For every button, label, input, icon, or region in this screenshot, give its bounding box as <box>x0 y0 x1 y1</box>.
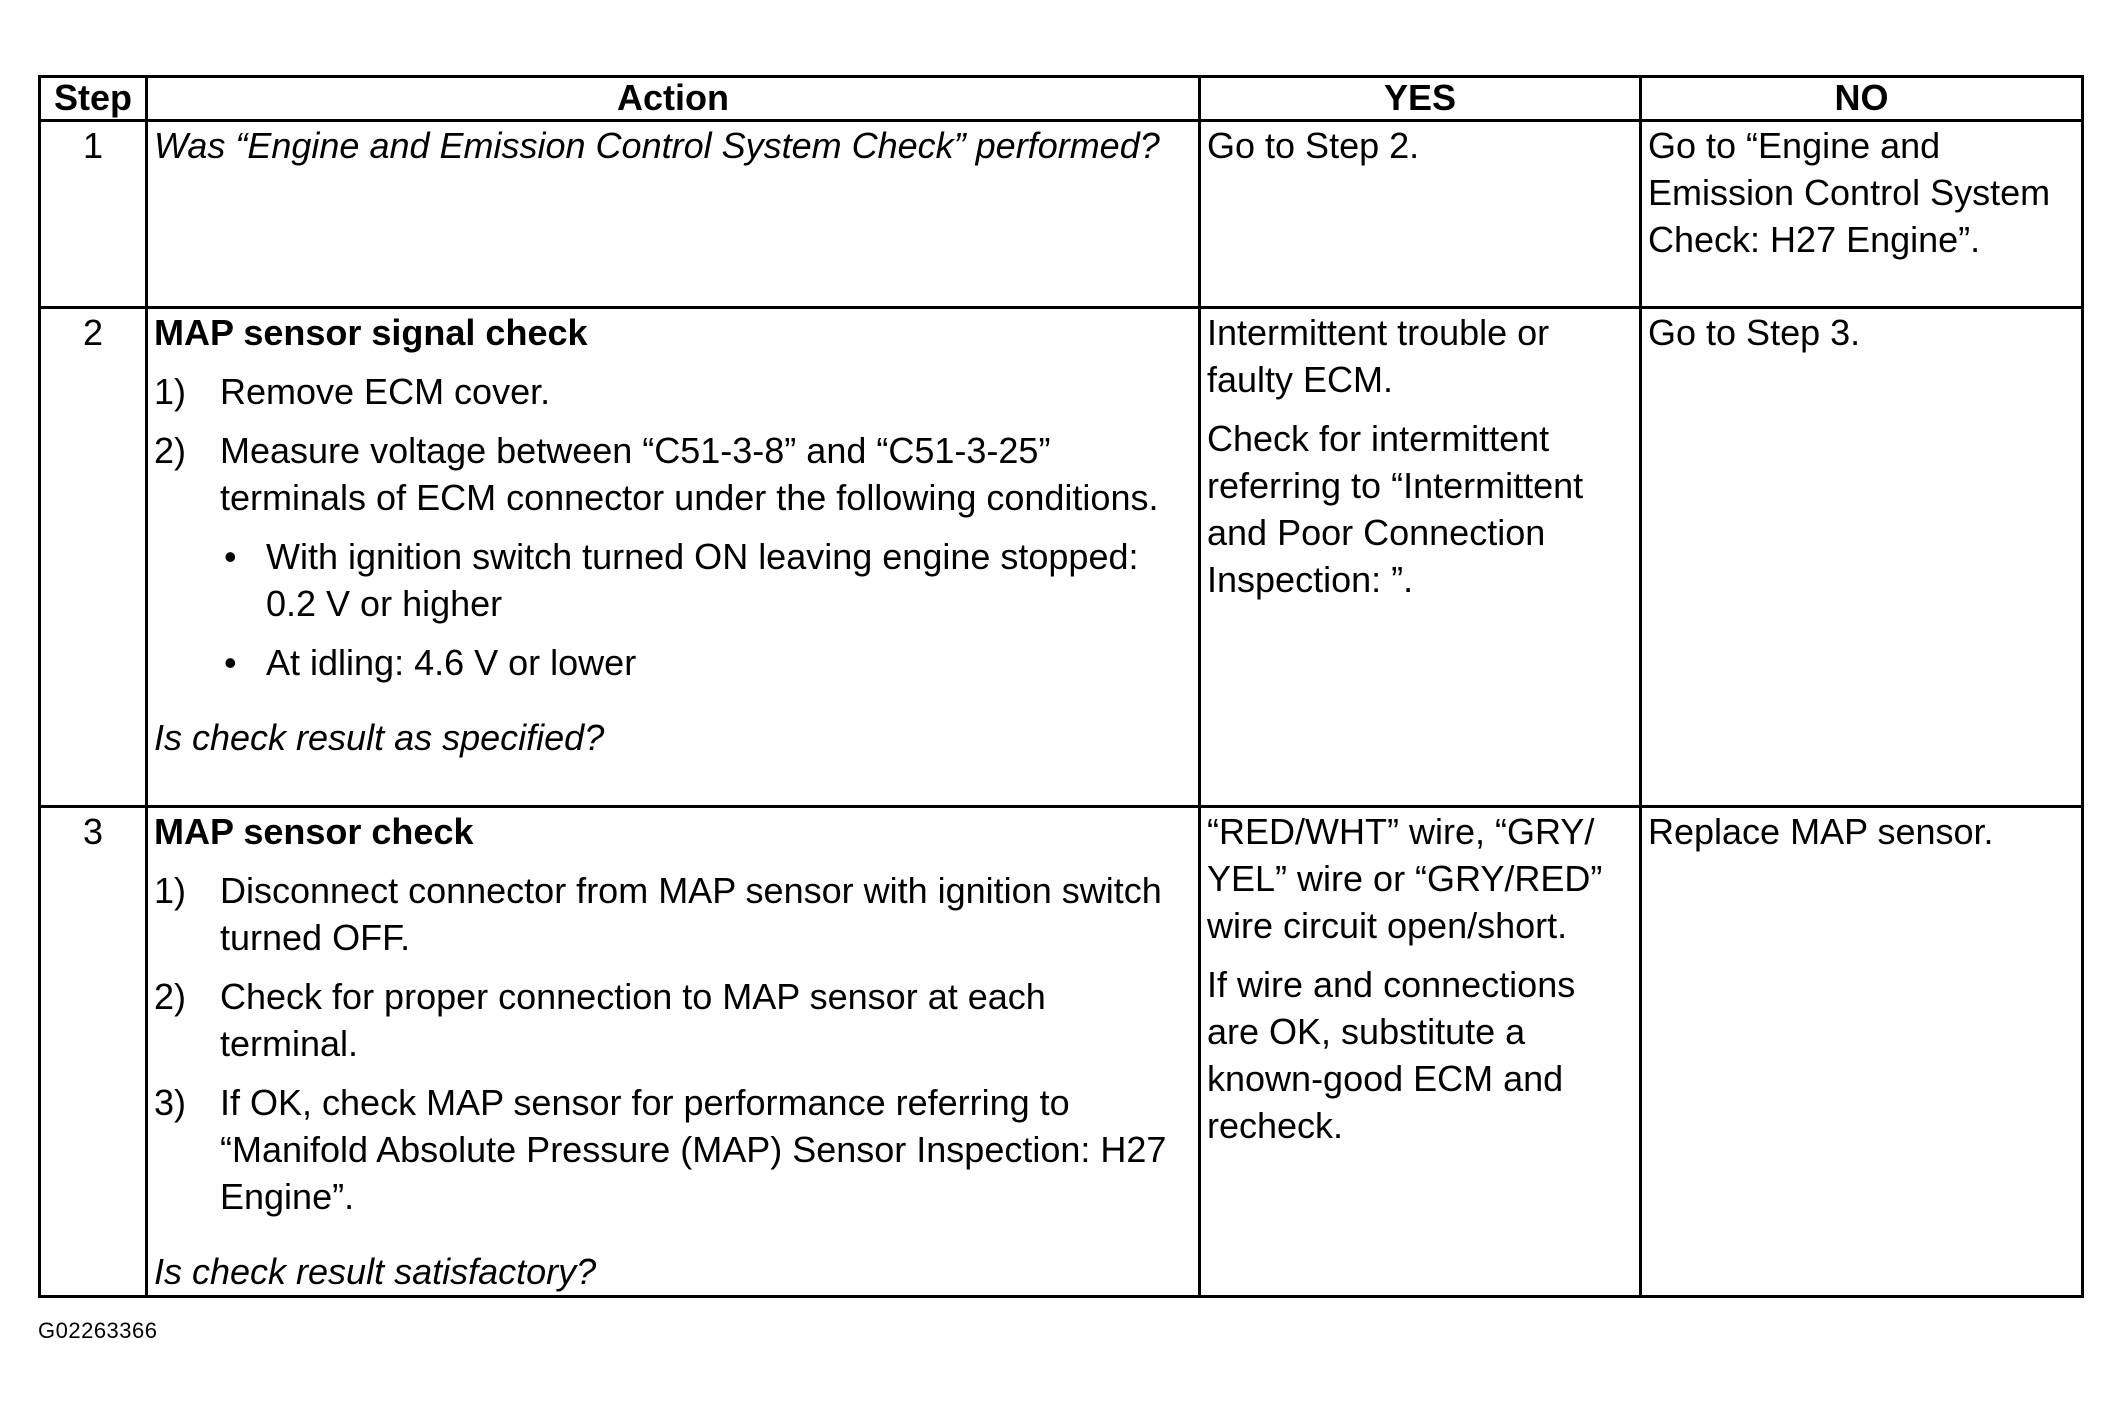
action-step-item <box>154 973 1192 1067</box>
header-no: NO <box>1641 77 2083 121</box>
header-yes: YES <box>1200 77 1641 121</box>
action-step-item <box>154 427 1192 521</box>
item-number: 2) <box>154 430 187 471</box>
table-row-step-2 <box>40 308 2083 807</box>
figure-id: G02263366 <box>38 1318 158 1343</box>
no-cell <box>1641 308 2083 807</box>
action-step-item <box>154 867 1192 961</box>
no-cell <box>1641 807 2083 1297</box>
header-action: Action <box>147 77 1200 121</box>
yes-text: Check for intermittent referring to “Intermittent and Poor Connection Inspection: ”. <box>1207 418 1584 600</box>
action-step-item <box>154 1079 1192 1220</box>
yes-cell <box>1200 807 1641 1297</box>
item-number: 3) <box>154 1082 187 1123</box>
bullet-icon: • <box>224 536 237 577</box>
action-question: Is check result as specified? <box>154 717 605 758</box>
condition-bullet <box>154 533 1192 627</box>
yes-text: Intermittent trouble or faulty ECM. <box>1207 312 1550 400</box>
yes-text: If wire and connections are OK, substitute a known-good ECM and recheck. <box>1207 964 1576 1146</box>
action-cell <box>147 308 1200 807</box>
action-title: MAP sensor signal check <box>154 312 588 353</box>
step-number: 1 <box>40 121 147 308</box>
item-number: 1) <box>154 371 187 412</box>
step-number: 2 <box>40 308 147 807</box>
no-text: Go to “Engine and Emission Control System Check: H27 Engine”. <box>1648 125 2051 260</box>
item-text: If OK, check MAP sensor for performance referring to “Manifold Absolute Pressure (MAP) Sensor Inspection: H27 Engine”. <box>220 1082 1167 1217</box>
item-text: Measure voltage between “C51-3-8” and “C51-3-25” terminals of ECM connector under the following conditions. <box>220 430 1159 518</box>
no-cell <box>1641 121 2083 308</box>
item-text: Remove ECM cover. <box>220 371 551 412</box>
action-step-item <box>154 368 1192 415</box>
no-text: Replace MAP sensor. <box>1648 811 1994 852</box>
header-step: Step <box>40 77 147 121</box>
action-title: MAP sensor check <box>154 811 474 852</box>
bullet-text: With ignition switch turned ON leaving engine stopped: 0.2 V or higher <box>266 536 1139 624</box>
yes-text: “RED/WHT” wire, “GRY/ YEL” wire or “GRY/RED” wire circuit open/short. <box>1207 811 1603 946</box>
item-number: 2) <box>154 976 187 1017</box>
yes-cell <box>1200 308 1641 807</box>
action-cell <box>147 807 1200 1297</box>
action-cell <box>147 121 1200 308</box>
table-row-step-3 <box>40 807 2083 1297</box>
action-question: Was “Engine and Emission Control System Check” performed? <box>154 125 1160 166</box>
table-row-step-1 <box>40 121 2083 308</box>
diagnostic-table <box>38 75 2084 1298</box>
bullet-text: At idling: 4.6 V or lower <box>266 642 637 683</box>
bullet-icon: • <box>224 642 237 683</box>
no-text: Go to Step 3. <box>1648 312 1861 353</box>
action-question: Is check result satisfactory? <box>154 1251 597 1292</box>
step-number: 3 <box>40 807 147 1297</box>
yes-text: Go to Step 2. <box>1207 125 1420 166</box>
item-number: 1) <box>154 870 187 911</box>
table-header-row <box>40 77 2083 121</box>
condition-bullet <box>154 639 1192 686</box>
item-text: Disconnect connector from MAP sensor with ignition switch turned OFF. <box>220 870 1162 958</box>
yes-cell <box>1200 121 1641 308</box>
item-text: Check for proper connection to MAP sensor at each terminal. <box>220 976 1046 1064</box>
